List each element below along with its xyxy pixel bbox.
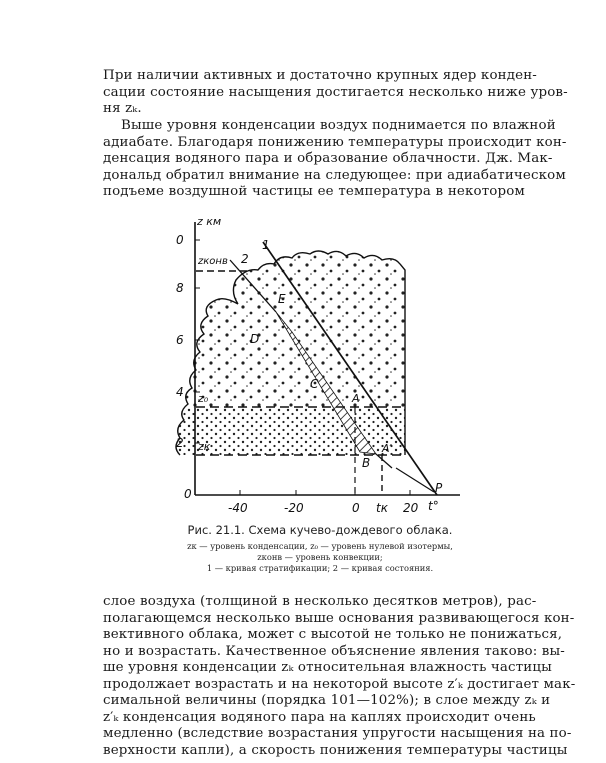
text-line: дональд обратил внимание на следующее: при адиабатическом — [103, 167, 566, 183]
y-tick-label: 0 — [176, 233, 184, 247]
y-tick-label: 6 — [176, 333, 184, 347]
text-line: но и возрастать. Качественное объяснение явления таково: вы- — [103, 643, 565, 659]
figure-caption-title: Рис. 21.1. Схема кучево-дождевого облака. — [187, 523, 453, 537]
text-line: При наличии активных и достаточно крупных ядер конден- — [103, 68, 537, 83]
text-line: ня zₖ. — [103, 101, 142, 116]
text-line: z′ₖ конденсация водяного пара на каплях происходит очень — [103, 709, 536, 725]
level-label-zk: zк — [198, 440, 211, 453]
paragraph-2 — [103, 118, 567, 201]
text-line: денсация водяного пара и образование облачности. Дж. Мак- — [103, 151, 553, 166]
curve-label-1: 1 — [262, 238, 270, 252]
diagram-graphic — [160, 192, 480, 522]
x-axis-label: t° — [428, 499, 439, 513]
curve-label-2: 2 — [241, 252, 249, 266]
text-line: полагающемся несколько выше основания развивающегося кон- — [103, 610, 575, 626]
point-label-a: A — [352, 392, 360, 405]
paragraph-3 — [103, 594, 576, 759]
text-line: медленно (вследствие возрастания упругости насыщения на по- — [103, 726, 572, 741]
text-line: верхности капли), а скорость понижения температуры частицы — [103, 742, 568, 758]
x-tick-label: 20 — [403, 501, 419, 515]
x-tick-label: 0 — [352, 501, 360, 515]
point-label-c: C — [310, 377, 319, 391]
x-tick-label: tк — [376, 501, 388, 515]
level-label-z-konv: zконв — [198, 256, 228, 267]
x-tick-label: -40 — [228, 501, 248, 515]
y-tick-label: 0 — [184, 487, 192, 501]
text-line: продолжает возрастать и на некоторой высоте z′ₖ достигает мак- — [103, 676, 576, 692]
text-line: сации состояние насыщения достигается несколько ниже уров- — [103, 84, 568, 100]
text-line: подъеме воздушной частицы ее температура в некотором — [103, 184, 525, 199]
x-tick-label: -20 — [284, 501, 304, 515]
point-label-b: B — [362, 456, 371, 470]
text-line: слое воздуха (толщиной в несколько десятков метров), рас- — [103, 594, 537, 609]
y-tick-label: 2 — [176, 436, 184, 450]
figure-caption-line: zконв — уровень конвекции; — [257, 552, 383, 562]
point-label-a-prime: A′ — [382, 442, 393, 455]
figure-cumulonimbus-diagram — [160, 192, 480, 522]
figure-caption-line: 1 — кривая стратификации; 2 — кривая состояния. — [206, 563, 434, 573]
text-line: симальной величины (порядка 101—102%); в слое между zₖ и — [103, 693, 551, 708]
paragraph-1 — [103, 68, 568, 118]
text-line: Выше уровня конденсации воздух поднимается по влажной — [121, 118, 556, 133]
y-tick-label: 4 — [176, 385, 184, 399]
y-axis-label: z км — [197, 215, 222, 228]
level-label-z0: z₀ — [198, 392, 209, 405]
figure-caption-line: zк — уровень конденсации, z₀ — уровень нулевой изотермы, — [187, 541, 453, 551]
y-tick-label: 8 — [176, 281, 184, 295]
point-label-d: D — [250, 332, 260, 346]
point-label-e: E — [278, 292, 286, 306]
point-label-p: P — [435, 481, 443, 495]
text-line: ше уровня конденсации zₖ относительная влажность частицы — [103, 660, 552, 675]
text-line: вективного облака, может с высотой не только не понижаться, — [103, 627, 563, 642]
text-line: адиабате. Благодаря понижению температуры происходит кон- — [103, 134, 567, 150]
